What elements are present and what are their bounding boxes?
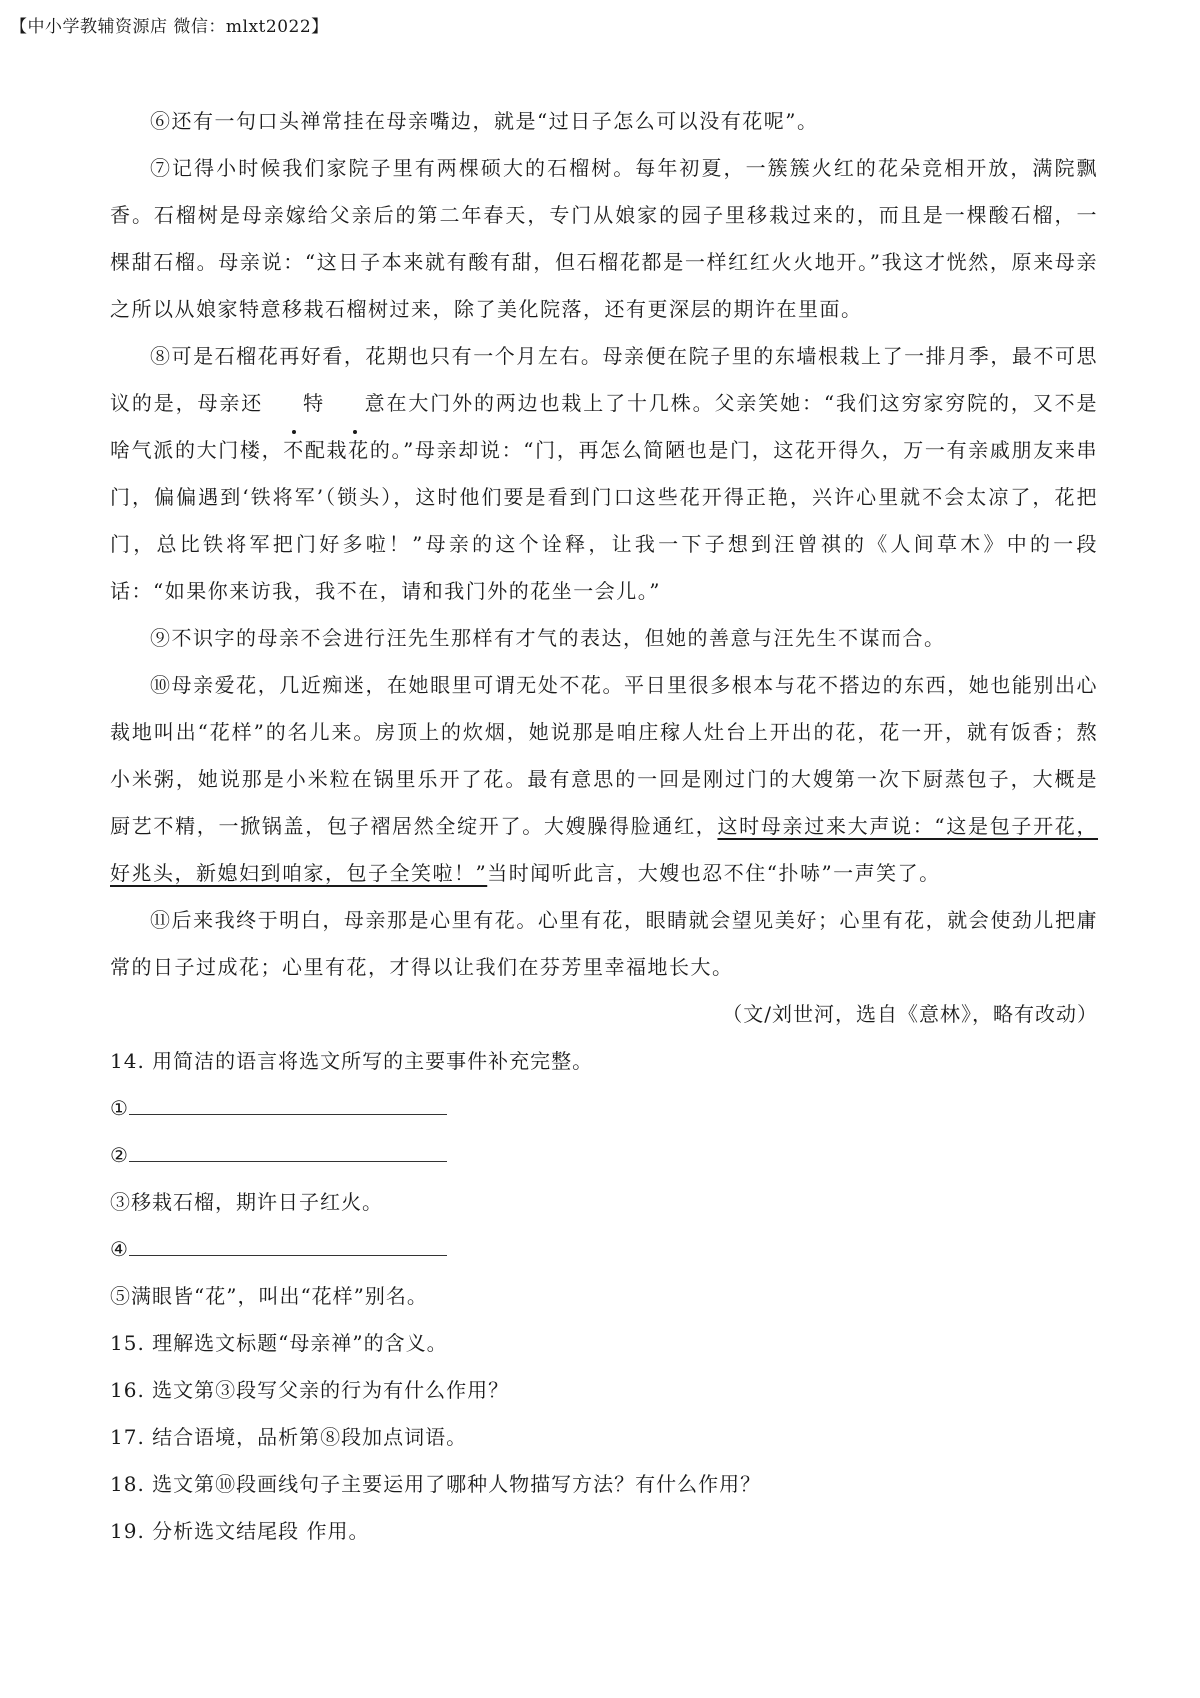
emphasis-dot-char-1: 特 <box>263 380 325 427</box>
paragraph-6: ⑥还有一句口头禅常挂在母亲嘴边，就是“过日子怎么可以没有花呢”。 <box>150 109 819 133</box>
paragraph-8-part-b: 在大门外的两边也栽上了十几株。父亲笑她：“我们这穷家穷院的，又不是啥气派的大门楼，不配栽花的。”母亲却说：“门，再怎么简陋也是门，这花开得久，万一有亲戚朋友来串门，偏偏遇到‘铁将军’（锁头），这时他们要是看到门口这些花开得正艳，兴许心里就不会太凉了，花把门，总比铁将军把门好多啦！”母亲的这个诠释，让我一下子想到汪曾祺的《人间草木》中的一段话：“如果你来访我，我不在，请和我门外的花坐一会儿。” <box>110 391 1098 603</box>
question-18: 18. 选文第⑩段画线句子主要运用了哪种人物描写方法？有什么作用？ <box>110 1472 762 1496</box>
paragraph-9: ⑨不识字的母亲不会进行汪先生那样有才气的表达，但她的善意与汪先生不谋而合。 <box>150 626 946 650</box>
question-17: 17. 结合语境，品析第⑧段加点词语。 <box>110 1425 468 1449</box>
event-text: 满眼皆“花”，叫出“花样”别名。 <box>131 1284 428 1308</box>
question-14: 14. 用简洁的语言将选文所写的主要事件补充完整。 <box>110 1049 594 1073</box>
paragraph-11: ⑪后来我终于明白，母亲那是心里有花。心里有花，眼睛就会望见美好；心里有花，就会使劲儿把庸常的日子过成花；心里有花，才得以让我们在芬芳里幸福地长大。 <box>110 908 1098 979</box>
event-number: ① <box>110 1096 129 1120</box>
paragraph-10-part-b: 当时闻听此言，大嫂也忍不住“扑哧”一声笑了。 <box>487 861 941 885</box>
event-number: ⑤ <box>110 1284 131 1308</box>
question-16: 16. 选文第③段写父亲的行为有什么作用？ <box>110 1378 510 1402</box>
paragraph-8 <box>110 333 1098 615</box>
document-body <box>110 98 1098 1555</box>
question-15: 15. 理解选文标题“母亲禅”的含义。 <box>110 1331 448 1355</box>
event-text: 移栽石榴，期许日子红火。 <box>131 1190 383 1214</box>
event-number: ④ <box>110 1237 129 1261</box>
event-item-3 <box>110 1179 1098 1226</box>
emphasis-dot-char-2: 意 <box>325 380 387 427</box>
event-number: ② <box>110 1143 129 1167</box>
answer-blank[interactable] <box>129 1233 447 1256</box>
event-number: ③ <box>110 1190 131 1214</box>
event-item-1 <box>110 1085 1098 1132</box>
answer-blank[interactable] <box>129 1092 447 1115</box>
paragraph-10 <box>110 662 1098 897</box>
question-19: 19. 分析选文结尾段 作用。 <box>110 1519 370 1543</box>
answer-blank[interactable] <box>129 1139 447 1162</box>
event-item-2 <box>110 1132 1098 1179</box>
event-item-4 <box>110 1226 1098 1273</box>
source-citation: （文/刘世河，选自《意林》，略有改动） <box>722 1002 1098 1026</box>
source-watermark-header: 【中小学教辅资源店 微信：mlxt2022】 <box>10 17 329 37</box>
paragraph-10-part-a: ⑩母亲爱花，几近痴迷，在她眼里可谓无处不花。平日里很多根本与花不搭边的东西，她也能别出心裁地叫出“花样”的名儿来。房顶上的炊烟，她说那是咱庄稼人灶台上开出的花，花一开，就有饭香；熬小米粥，她说那是小米粒在锅里乐开了花。最有意思的一回是刚过门的大嫂第一次下厨蒸包子，大概是厨艺不精，一掀锅盖，包子褶居然全绽开了。大嫂臊得脸通红， <box>110 673 1098 838</box>
paragraph-7: ⑦记得小时候我们家院子里有两棵硕大的石榴树。每年初夏，一簇簇火红的花朵竞相开放，满院飘香。石榴树是母亲嫁给父亲后的第二年春天，专门从娘家的园子里移栽过来的，而且是一棵酸石榴，一棵甜石榴。母亲说：“这日子本来就有酸有甜，但石榴花都是一样红红火火地开。”我这才恍然，原来母亲之所以从娘家特意移栽石榴树过来，除了美化院落，还有更深层的期许在里面。 <box>110 156 1098 321</box>
paragraph-8-part-a: ⑧可是石榴花再好看，花期也只有一个月左右。母亲便在院子里的东墙根栽上了一排月季，最不可思议的是，母亲还 <box>110 344 1098 415</box>
underlined-sentence: 这时母亲过来大声说：“这是包子开花，好兆头，新媳妇到咱家，包子全笑啦！” <box>110 814 1099 885</box>
event-item-5 <box>110 1273 1098 1320</box>
